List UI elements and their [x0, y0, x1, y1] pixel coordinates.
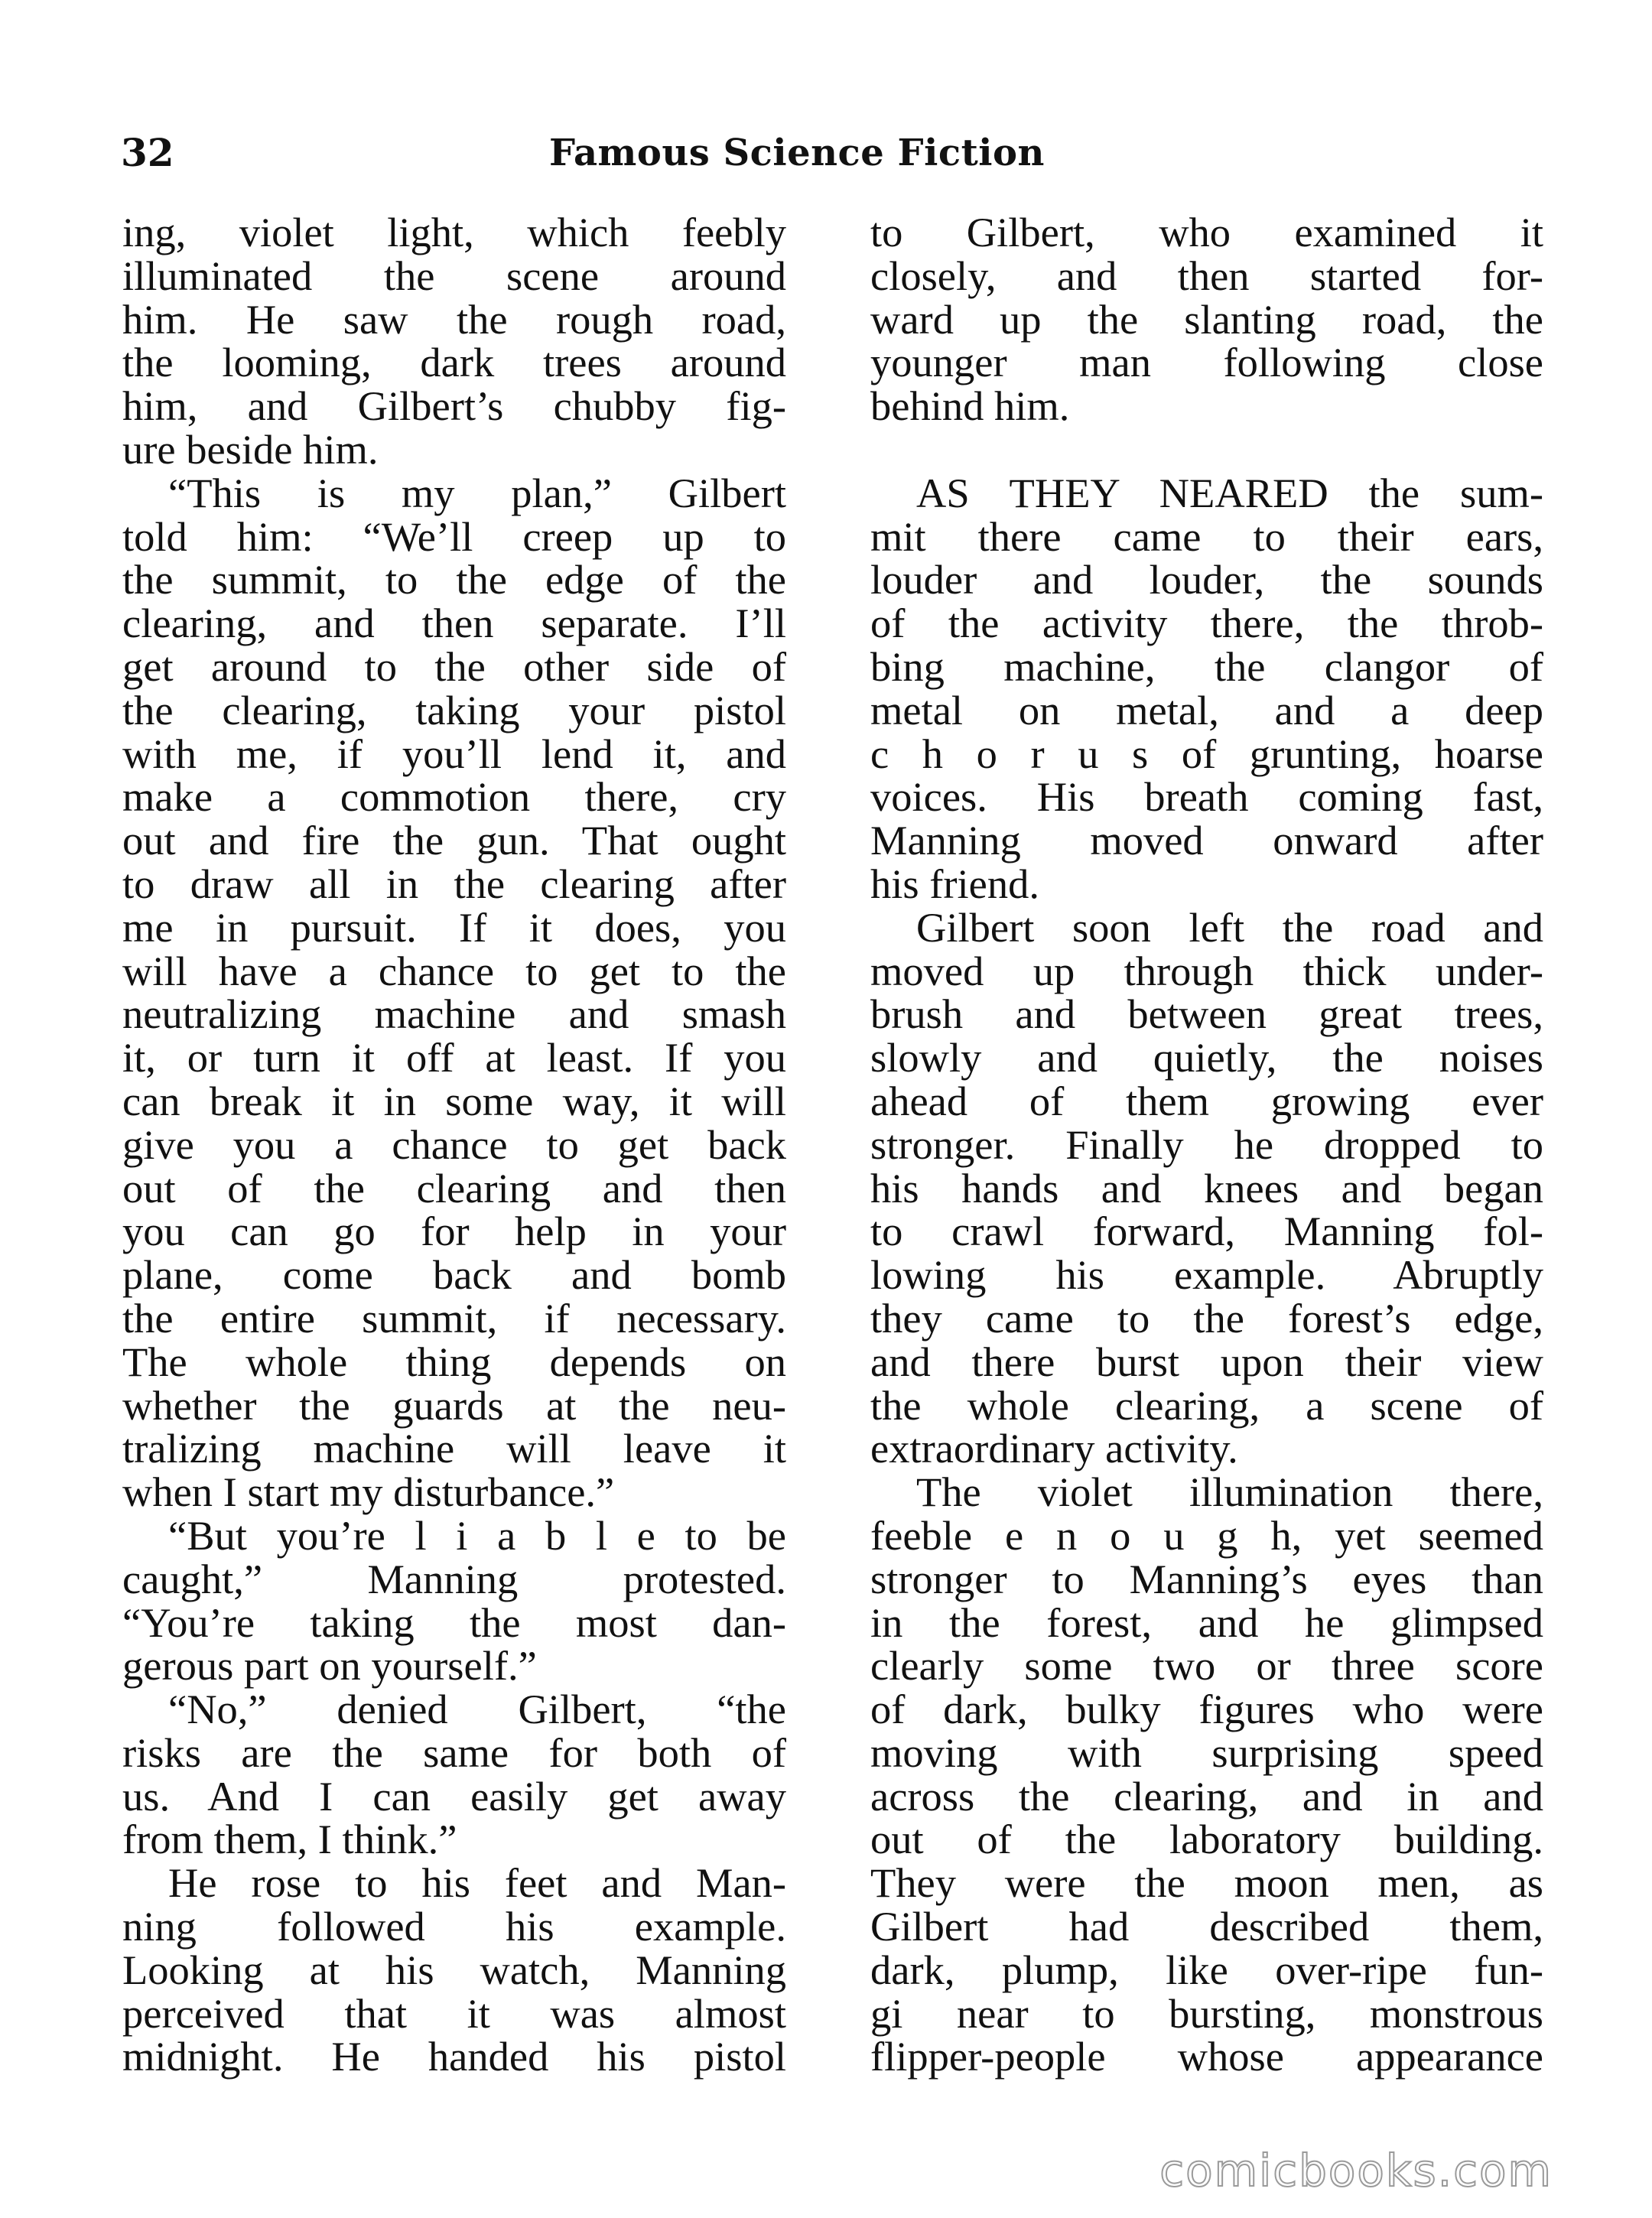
text-line: will have a chance to get to the	[122, 947, 786, 994]
text-line: c h o r u s of grunting, hoarse	[870, 730, 1543, 777]
text-line: the clearing, taking your pistol	[122, 686, 786, 733]
text-line: across the clearing, and in and	[870, 1772, 1543, 1820]
text-line: to draw all in the clearing after	[122, 860, 786, 907]
text-line: lowing his example. Abruptly	[870, 1251, 1543, 1299]
text-line: of the activity there, the throb-	[870, 600, 1543, 647]
text-line: get around to the other side of	[122, 642, 786, 690]
text-line: The violet illumination there,	[916, 1468, 1543, 1516]
text-line: his friend.	[870, 860, 1039, 907]
right-text-column	[870, 211, 1543, 2079]
text-line: to Gilbert, who examined it	[870, 209, 1543, 255]
text-line: us. And I can easily get away	[122, 1772, 786, 1820]
text-line: make a commotion there, cry	[122, 773, 786, 821]
text-line: to crawl forward, Manning fol-	[870, 1208, 1543, 1255]
text-line: whether the guards at the neu-	[122, 1381, 786, 1429]
text-line: neutralizing machine and smash	[122, 990, 786, 1038]
text-line: tralizing machine will leave it	[122, 1425, 786, 1472]
text-line: clearly some two or three score	[870, 1642, 1543, 1690]
text-line: you can go for help in your	[122, 1208, 786, 1255]
text-line: ning followed his example.	[122, 1903, 786, 1950]
text-line: out of the laboratory building.	[870, 1816, 1543, 1863]
text-line: voices. His breath coming fast,	[870, 773, 1543, 821]
text-line: gerous part on yourself.”	[122, 1642, 537, 1690]
text-line: The whole thing depends on	[122, 1338, 786, 1385]
text-line: mit there came to their ears,	[870, 512, 1543, 560]
text-line: perceived that it was almost	[122, 1989, 786, 2037]
text-line: Looking at his watch, Manning	[122, 1946, 786, 1993]
text-line: behind him.	[870, 382, 1070, 430]
text-line: of dark, bulky figures who were	[870, 1686, 1543, 1733]
text-line: metal on metal, and a deep	[870, 686, 1543, 733]
text-line: slowly and quietly, the noises	[870, 1034, 1543, 1081]
text-line: him, and Gilbert’s chubby fig-	[122, 382, 786, 430]
text-line: Gilbert had described them,	[870, 1903, 1543, 1950]
text-line: “This is my plan,” Gilbert	[168, 469, 786, 516]
text-line: me in pursuit. If it does, you	[122, 903, 786, 951]
text-line: dark, plump, like over-ripe fun-	[870, 1946, 1543, 1993]
text-line: bing machine, the clangor of	[870, 642, 1543, 690]
text-line: ing, violet light, which feebly	[122, 209, 786, 255]
text-line: moved up through thick under-	[870, 947, 1543, 994]
text-line: feeble e n o u g h, yet seemed	[870, 1511, 1543, 1559]
text-line: Manning moved onward after	[870, 817, 1543, 864]
text-line: risks are the same for both of	[122, 1729, 786, 1776]
text-line: give you a chance to get back	[122, 1120, 786, 1168]
text-line: when I start my disturbance.”	[122, 1468, 615, 1516]
text-line	[870, 428, 1543, 472]
text-line: in the forest, and he glimpsed	[870, 1598, 1543, 1646]
text-line: the whole clearing, a scene of	[870, 1381, 1543, 1429]
page-number: 32	[121, 130, 174, 175]
text-line: closely, and then started for-	[870, 252, 1543, 299]
text-line: it, or turn it off at least. If you	[122, 1034, 786, 1081]
text-line: plane, come back and bomb	[122, 1251, 786, 1299]
text-line: the summit, to the edge of the	[122, 556, 786, 603]
text-line: stronger to Manning’s eyes than	[870, 1555, 1543, 1602]
running-title: Famous Science Fiction	[549, 132, 1045, 174]
page-header	[121, 122, 1548, 184]
text-line: from them, I think.”	[122, 1816, 457, 1863]
text-line: They were the moon men, as	[870, 1859, 1543, 1907]
watermark-text: comicbooks.com	[1159, 2145, 1553, 2197]
text-line: “But you’re l i a b l e to be	[168, 1511, 786, 1559]
text-line: “You’re taking the most dan-	[122, 1598, 786, 1646]
text-line: midnight. He handed his pistol	[122, 2033, 786, 2080]
text-line: AS THEY NEARED the sum-	[916, 469, 1543, 516]
text-line: they came to the forest’s edge,	[870, 1294, 1543, 1342]
text-line: told him: “We’ll creep up to	[122, 512, 786, 560]
text-line: ahead of them growing ever	[870, 1077, 1543, 1124]
text-line: the entire summit, if necessary.	[122, 1294, 786, 1342]
text-line: gi near to bursting, monstrous	[870, 1989, 1543, 2037]
text-line: out of the clearing and then	[122, 1164, 786, 1211]
text-line: flipper-people whose appearance	[870, 2033, 1543, 2080]
text-line: He rose to his feet and Man-	[168, 1859, 786, 1907]
text-line: can break it in some way, it will	[122, 1077, 786, 1124]
text-line: stronger. Finally he dropped to	[870, 1120, 1543, 1168]
text-line: him. He saw the rough road,	[122, 295, 786, 343]
text-line: out and fire the gun. That ought	[122, 817, 786, 864]
text-line: “No,” denied Gilbert, “the	[168, 1686, 786, 1733]
text-line: Gilbert soon left the road and	[916, 903, 1543, 951]
text-line: his hands and knees and began	[870, 1164, 1543, 1211]
text-line: clearing, and then separate. I’ll	[122, 600, 786, 647]
text-line: ure beside him.	[122, 425, 379, 473]
text-line: illuminated the scene around	[122, 252, 786, 299]
text-line: louder and louder, the sounds	[870, 556, 1543, 603]
text-line: ward up the slanting road, the	[870, 295, 1543, 343]
text-line: extraordinary activity.	[870, 1425, 1238, 1472]
text-line: younger man following close	[870, 339, 1543, 386]
text-line: and there burst upon their view	[870, 1338, 1543, 1385]
text-line: the looming, dark trees around	[122, 339, 786, 386]
text-line: caught,” Manning protested.	[122, 1555, 786, 1602]
text-line: with me, if you’ll lend it, and	[122, 730, 786, 777]
left-text-column	[122, 211, 786, 2079]
text-line: moving with surprising speed	[870, 1729, 1543, 1776]
text-line: brush and between great trees,	[870, 990, 1543, 1038]
